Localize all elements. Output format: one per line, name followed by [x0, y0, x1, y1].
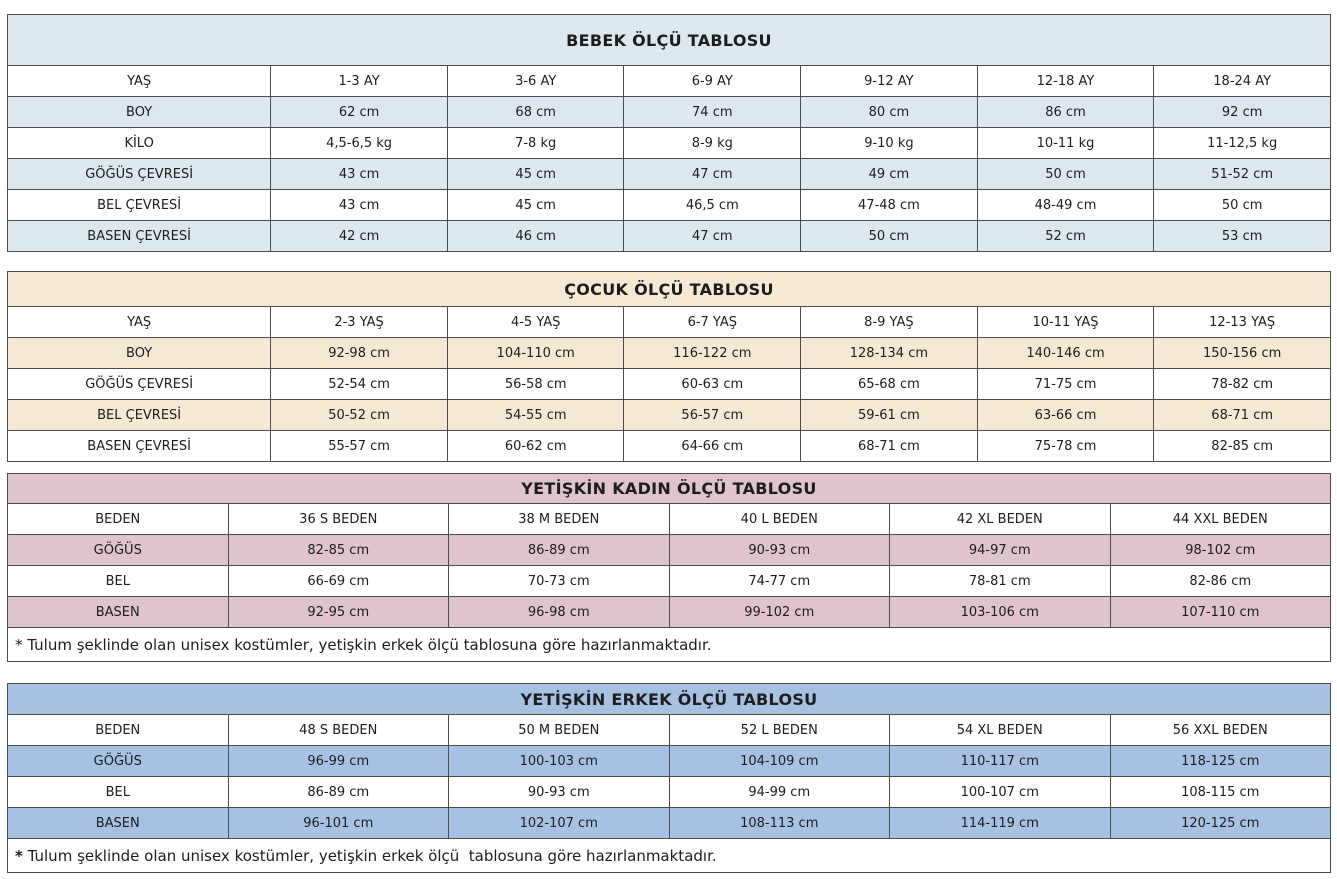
cell-value: 56 XXL BEDEN: [1110, 715, 1331, 746]
cell-value: 8-9 YAŞ: [801, 307, 978, 338]
cell-value: 100-107 cm: [890, 777, 1111, 808]
cell-value: 70-73 cm: [449, 566, 670, 597]
table-row: [8, 221, 1331, 252]
row-label: BEDEN: [8, 715, 229, 746]
cell-value: 118-125 cm: [1110, 746, 1331, 777]
cell-value: 54-55 cm: [447, 400, 624, 431]
cell-value: 92-95 cm: [228, 597, 449, 628]
table-title-row: [8, 15, 1331, 66]
cell-value: 8-9 kg: [624, 128, 801, 159]
row-label: GÖĞÜS: [8, 535, 229, 566]
table-footnote: * Tulum şeklinde olan unisex kostümler, yetişkin erkek ölçü tablosuna göre hazırlanmaktadır.: [8, 628, 1331, 662]
cell-value: 44 XXL BEDEN: [1110, 504, 1331, 535]
footnote-asterisk: *: [15, 846, 23, 865]
cell-value: 140-146 cm: [977, 338, 1154, 369]
cell-value: 68-71 cm: [801, 431, 978, 462]
cell-value: 9-10 kg: [801, 128, 978, 159]
row-label: BEL ÇEVRESİ: [8, 190, 271, 221]
row-label: BEL ÇEVRESİ: [8, 400, 271, 431]
cell-value: 43 cm: [271, 159, 448, 190]
row-label: GÖĞÜS ÇEVRESİ: [8, 159, 271, 190]
table-row: [8, 97, 1331, 128]
size-table-yetiskin-erkek-olcu: [7, 683, 1331, 873]
table-row: [8, 431, 1331, 462]
cell-value: 7-8 kg: [447, 128, 624, 159]
cell-value: 6-7 YAŞ: [624, 307, 801, 338]
table-row: [8, 504, 1331, 535]
cell-value: 94-99 cm: [669, 777, 890, 808]
cell-value: 150-156 cm: [1154, 338, 1331, 369]
cell-value: 10-11 kg: [977, 128, 1154, 159]
cell-value: 75-78 cm: [977, 431, 1154, 462]
cell-value: 46 cm: [447, 221, 624, 252]
cell-value: 4,5-6,5 kg: [271, 128, 448, 159]
table-row: [8, 715, 1331, 746]
cell-value: 45 cm: [447, 159, 624, 190]
size-table-yetiskin-kadin-olcu: [7, 473, 1331, 662]
table-row: [8, 808, 1331, 839]
cell-value: 12-18 AY: [977, 66, 1154, 97]
table-title-row: [8, 474, 1331, 504]
cell-value: 104-110 cm: [447, 338, 624, 369]
cell-value: 56-58 cm: [447, 369, 624, 400]
cell-value: 92-98 cm: [271, 338, 448, 369]
table-title: ÇOCUK ÖLÇÜ TABLOSU: [8, 272, 1331, 307]
cell-value: 96-98 cm: [449, 597, 670, 628]
table-row: [8, 159, 1331, 190]
table-title: BEBEK ÖLÇÜ TABLOSU: [8, 15, 1331, 66]
row-label: BEL: [8, 777, 229, 808]
cell-value: 53 cm: [1154, 221, 1331, 252]
cell-value: 74 cm: [624, 97, 801, 128]
cell-value: 52 L BEDEN: [669, 715, 890, 746]
cell-value: 120-125 cm: [1110, 808, 1331, 839]
cell-value: 51-52 cm: [1154, 159, 1331, 190]
cell-value: 9-12 AY: [801, 66, 978, 97]
cell-value: 102-107 cm: [449, 808, 670, 839]
cell-value: 71-75 cm: [977, 369, 1154, 400]
cell-value: 46,5 cm: [624, 190, 801, 221]
table-title: YETİŞKİN ERKEK ÖLÇÜ TABLOSU: [8, 684, 1331, 715]
cell-value: 110-117 cm: [890, 746, 1111, 777]
cell-value: 62 cm: [271, 97, 448, 128]
cell-value: 114-119 cm: [890, 808, 1111, 839]
cell-value: 47 cm: [624, 159, 801, 190]
cell-value: 40 L BEDEN: [669, 504, 890, 535]
cell-value: 12-13 YAŞ: [1154, 307, 1331, 338]
cell-value: 36 S BEDEN: [228, 504, 449, 535]
cell-value: 1-3 AY: [271, 66, 448, 97]
cell-value: 42 XL BEDEN: [890, 504, 1111, 535]
cell-value: 86-89 cm: [449, 535, 670, 566]
cell-value: 42 cm: [271, 221, 448, 252]
table-row: [8, 566, 1331, 597]
cell-value: 92 cm: [1154, 97, 1331, 128]
cell-value: 18-24 AY: [1154, 66, 1331, 97]
table-footnote-row: [8, 839, 1331, 873]
cell-value: 66-69 cm: [228, 566, 449, 597]
cell-value: 78-81 cm: [890, 566, 1111, 597]
row-label: BEL: [8, 566, 229, 597]
cell-value: 56-57 cm: [624, 400, 801, 431]
table-row: [8, 190, 1331, 221]
table-footnote-row: [8, 628, 1331, 662]
row-label: BEDEN: [8, 504, 229, 535]
cell-value: 96-101 cm: [228, 808, 449, 839]
cell-value: 86 cm: [977, 97, 1154, 128]
cell-value: 64-66 cm: [624, 431, 801, 462]
cell-value: 96-99 cm: [228, 746, 449, 777]
table-row: [8, 307, 1331, 338]
row-label: YAŞ: [8, 66, 271, 97]
row-label: BOY: [8, 338, 271, 369]
cell-value: 107-110 cm: [1110, 597, 1331, 628]
cell-value: 98-102 cm: [1110, 535, 1331, 566]
cell-value: 50 cm: [801, 221, 978, 252]
cell-value: 60-63 cm: [624, 369, 801, 400]
cell-value: 60-62 cm: [447, 431, 624, 462]
table-row: [8, 535, 1331, 566]
cell-value: 48-49 cm: [977, 190, 1154, 221]
cell-value: 52-54 cm: [271, 369, 448, 400]
cell-value: 50 M BEDEN: [449, 715, 670, 746]
cell-value: 45 cm: [447, 190, 624, 221]
cell-value: 104-109 cm: [669, 746, 890, 777]
cell-value: 116-122 cm: [624, 338, 801, 369]
row-label: GÖĞÜS ÇEVRESİ: [8, 369, 271, 400]
cell-value: 128-134 cm: [801, 338, 978, 369]
cell-value: 68-71 cm: [1154, 400, 1331, 431]
cell-value: 108-115 cm: [1110, 777, 1331, 808]
cell-value: 59-61 cm: [801, 400, 978, 431]
table-row: [8, 777, 1331, 808]
table-row: [8, 369, 1331, 400]
cell-value: 82-86 cm: [1110, 566, 1331, 597]
table-title-row: [8, 684, 1331, 715]
table-footnote: * Tulum şeklinde olan unisex kostümler, yetişkin erkek ölçü tablosuna göre hazırlanmaktadır.: [8, 839, 1331, 873]
table-row: [8, 338, 1331, 369]
cell-value: 2-3 YAŞ: [271, 307, 448, 338]
row-label: BOY: [8, 97, 271, 128]
table-title-row: [8, 272, 1331, 307]
table-row: [8, 746, 1331, 777]
cell-value: 63-66 cm: [977, 400, 1154, 431]
cell-value: 78-82 cm: [1154, 369, 1331, 400]
row-label: BASEN ÇEVRESİ: [8, 221, 271, 252]
cell-value: 49 cm: [801, 159, 978, 190]
table-row: [8, 66, 1331, 97]
cell-value: 86-89 cm: [228, 777, 449, 808]
cell-value: 6-9 AY: [624, 66, 801, 97]
cell-value: 68 cm: [447, 97, 624, 128]
table-title: YETİŞKİN KADIN ÖLÇÜ TABLOSU: [8, 474, 1331, 504]
cell-value: 65-68 cm: [801, 369, 978, 400]
cell-value: 94-97 cm: [890, 535, 1111, 566]
cell-value: 50 cm: [977, 159, 1154, 190]
cell-value: 108-113 cm: [669, 808, 890, 839]
cell-value: 80 cm: [801, 97, 978, 128]
cell-value: 47-48 cm: [801, 190, 978, 221]
cell-value: 103-106 cm: [890, 597, 1111, 628]
cell-value: 11-12,5 kg: [1154, 128, 1331, 159]
cell-value: 3-6 AY: [447, 66, 624, 97]
cell-value: 90-93 cm: [449, 777, 670, 808]
cell-value: 82-85 cm: [1154, 431, 1331, 462]
size-table-bebek-olcu: [7, 14, 1331, 252]
cell-value: 4-5 YAŞ: [447, 307, 624, 338]
row-label: GÖĞÜS: [8, 746, 229, 777]
cell-value: 48 S BEDEN: [228, 715, 449, 746]
cell-value: 10-11 YAŞ: [977, 307, 1154, 338]
cell-value: 52 cm: [977, 221, 1154, 252]
cell-value: 90-93 cm: [669, 535, 890, 566]
cell-value: 50-52 cm: [271, 400, 448, 431]
cell-value: 38 M BEDEN: [449, 504, 670, 535]
row-label: BASEN: [8, 597, 229, 628]
cell-value: 54 XL BEDEN: [890, 715, 1111, 746]
cell-value: 82-85 cm: [228, 535, 449, 566]
row-label: YAŞ: [8, 307, 271, 338]
table-row: [8, 128, 1331, 159]
cell-value: 55-57 cm: [271, 431, 448, 462]
size-table-cocuk-olcu: [7, 271, 1331, 462]
cell-value: 47 cm: [624, 221, 801, 252]
row-label: BASEN: [8, 808, 229, 839]
cell-value: 99-102 cm: [669, 597, 890, 628]
cell-value: 100-103 cm: [449, 746, 670, 777]
table-row: [8, 597, 1331, 628]
row-label: BASEN ÇEVRESİ: [8, 431, 271, 462]
table-row: [8, 400, 1331, 431]
row-label: KİLO: [8, 128, 271, 159]
cell-value: 50 cm: [1154, 190, 1331, 221]
cell-value: 74-77 cm: [669, 566, 890, 597]
cell-value: 43 cm: [271, 190, 448, 221]
